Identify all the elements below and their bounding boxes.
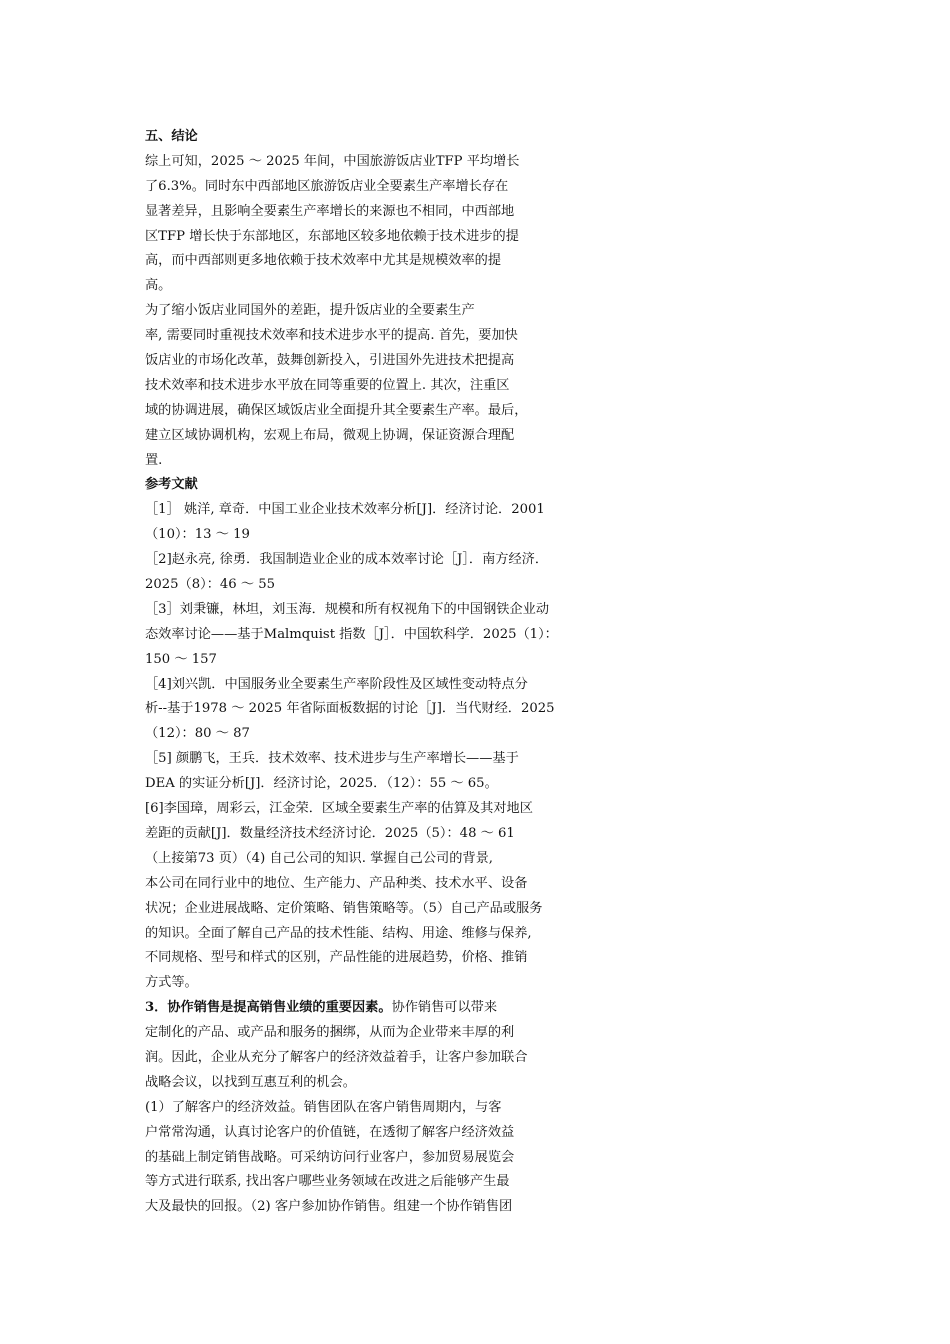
text-line: 本公司在同行业中的地位、生产能力、产品种类、技术水平、设备 [145,875,528,891]
text-line [145,996,595,1021]
text-line: ［5] 颜鹏飞，王兵．技术效率、技术进步与生产率增长——基于 [145,751,519,767]
text-line: (1）了解客户的经济效益。销售团队在客户销售周期内，与客 [145,1099,502,1115]
text-line: ［2]赵永亮, 徐勇．我国制造业企业的成本效率讨论［J］．南方经济． [145,552,549,568]
text-line: 的知识。全面了解自己产品的技术性能、结构、用途、维修与保养, [145,925,532,941]
text-line: 置. [145,452,163,468]
section-heading: 五、结论 [145,129,198,144]
text-line: 率, 需要同时重视技术效率和技术进步水平的提高. 首先，要加快 [145,328,518,344]
text-line: 区TFP 增长快于东部地区，东部地区较多地依赖于技术进步的提 [145,228,519,244]
text-line: 饭店业的市场化改革，鼓舞创新投入，引进国外先进技术把提高 [145,353,515,369]
text-line: 大及最快的回报。（2) 客户参加协作销售。组建一个协作销售团 [145,1199,513,1215]
text-line: 显著差异，且影响全要素生产率增长的来源也不相同，中西部地 [145,203,515,219]
text-line: 高，而中西部则更多地依赖于技术效率中尤其是规模效率的提 [145,253,502,269]
text-line: 战略会议，以找到互惠互利的机会。 [145,1074,356,1090]
text-line: 150 ～ 157 [145,651,217,667]
text-line: 户常常沟通，认真讨论客户的价值链，在透彻了解客户经济效益 [145,1124,515,1140]
text-line: 析--基于1978 ～ 2025 年省际面板数据的讨论［J]．当代财经．2025 [145,701,555,717]
text-line: 域的协调进展，确保区域饭店业全面提升其全要素生产率。最后， [145,402,528,418]
text-line: 状况；企业进展战略、定价策略、销售策略等。（5）自己产品或服务 [145,900,543,916]
text-line: 的基础上制定销售战略。可采纳访问行业客户，参加贸易展览会 [145,1149,515,1165]
text-line: 态效率讨论——基于Malmquist 指数［J］．中国软科学．2025（1）： [145,626,558,642]
text-line: [6]李国璋，周彩云，江金荣．区域全要素生产率的估算及其对地区 [145,801,533,817]
text-line: 综上可知，2025 ～ 2025 年间，中国旅游饭店业TFP 平均增长 [145,153,520,169]
text-line: ［1］ 姚洋, 章奇．中国工业企业技术效率分析[J]．经济讨论．2001 [145,502,545,518]
text-line: 建立区域协调机构，宏观上布局，微观上协调，保证资源合理配 [145,427,515,443]
bold-lead-in: 3．协作销售是提高销售业绩的重要因素。 [145,1000,392,1016]
text-line: 高。 [145,278,172,294]
line-text: 协作销售可以带来 [391,1000,498,1016]
text-line: 差距的贡献[J]．数量经济技术经济讨论．2025（5）：48 ～ 61 [145,825,515,841]
text-line: 定制化的产品、或产品和服务的捆绑，从而为企业带来丰厚的利 [145,1025,515,1041]
text-line: 技术效率和技术进步水平放在同等重要的位置上. 其次，注重区 [145,377,510,393]
text-line: 润。因此，企业从充分了解客户的经济效益着手，让客户参加联合 [145,1049,528,1065]
text-line: 不同规格、型号和样式的区别，产品性能的进展趋势，价格、推销 [145,950,528,966]
text-line: 了6.3%。同时东中西部地区旅游饭店业全要素生产率增长存在 [145,178,509,194]
text-line: 方式等。 [145,975,198,991]
text-line: （12）：80 ～ 87 [145,726,250,742]
text-line: ［4]刘兴凯．中国服务业全要素生产率阶段性及区域性变动特点分 [145,676,528,692]
text-line: 等方式进行联系, 找出客户哪些业务领域在改进之后能够产生最 [145,1174,510,1190]
section-heading: 参考文献 [145,477,198,493]
text-line: DEA 的实证分析[J]．经济讨论，2025．（12）：55 ～ 65。 [145,776,498,792]
text-line: ［3］刘秉镰，林坦，刘玉海．规模和所有权视角下的中国钢铁企业动 [145,601,550,617]
document-body [145,125,595,1220]
text-line: 2025（8）：46 ～ 55 [145,577,276,593]
text-line: 为了缩小饭店业同国外的差距，提升饭店业的全要素生产 [145,303,475,319]
text-line: （10）：13 ～ 19 [145,527,250,543]
text-line: （上接第73 页）（4) 自己公司的知识. 掌握自己公司的背景, [145,850,493,866]
